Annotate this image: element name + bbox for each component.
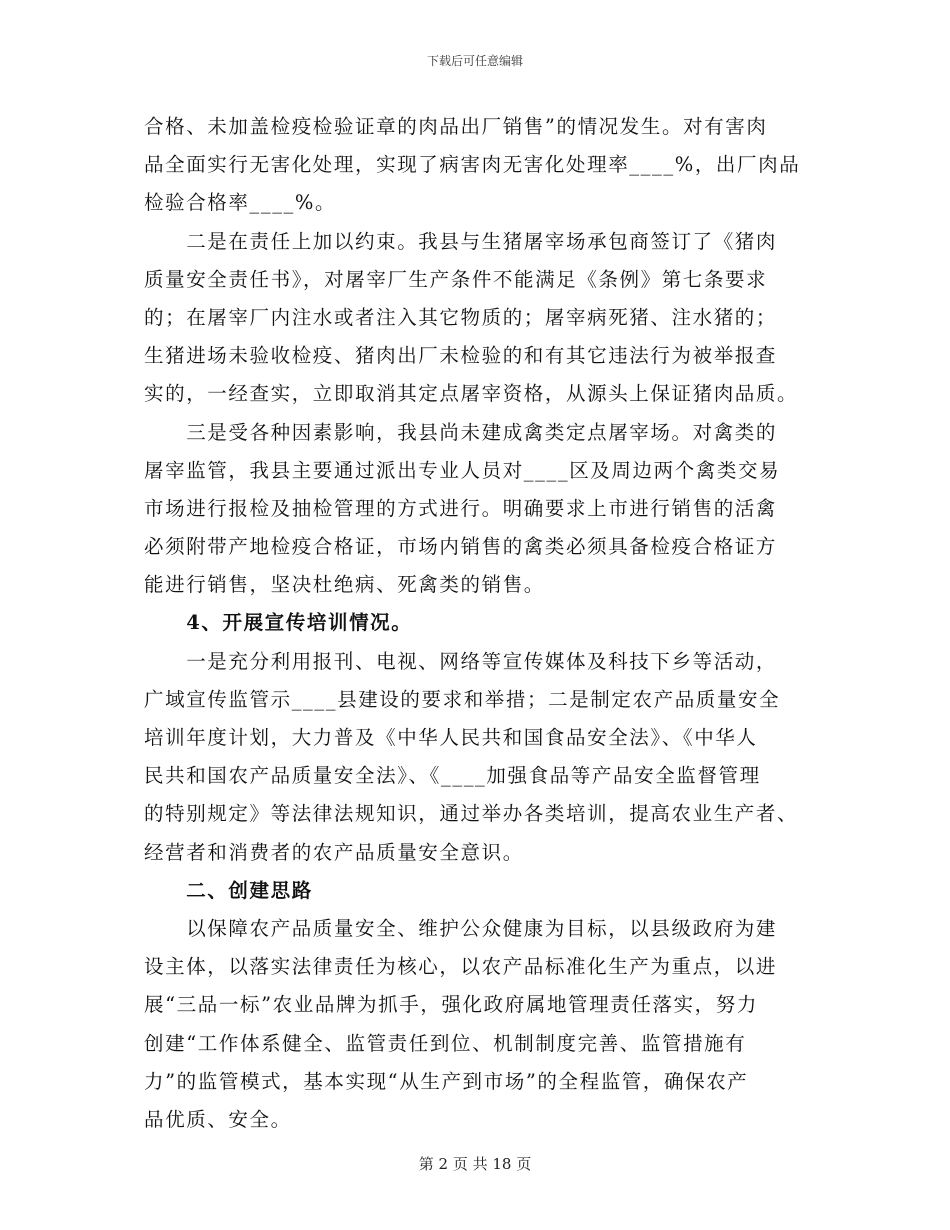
text-line: 合格、未加盖检疫检验证章的肉品出厂销售”的情况发生。对有害肉 (144, 115, 768, 138)
text-line: 一是充分利用报刊、电视、网络等宣传媒体及科技下乡等活动， (144, 649, 778, 673)
text-line: 品优质、安全。 (144, 1107, 292, 1131)
text-line: 二是在责任上加以约束。我县与生猪屠宰场承包商签订了《猪肉 (144, 229, 778, 253)
section-heading: 4、开展宣传培训情况。 (144, 611, 413, 635)
text-line: 广域宣传监管示____县建设的要求和举措；二是制定农产品质量安全 (144, 687, 781, 711)
text-line: 的特别规定》等法律法规知识，通过举办各类培训，提高农业生产者、 (144, 802, 799, 826)
text-line: 能进行销售，坚决杜绝病、死禽类的销售。 (144, 573, 545, 597)
text-line: 力”的监管模式，基本实现“从生产到市场”的全程监管，确保农产 (144, 1069, 749, 1093)
text-line: 展“三品一标”农业品牌为抓手，强化政府属地管理责任落实，努力 (144, 993, 758, 1017)
text-line: 品全面实行无害化处理，实现了病害肉无害化处理率____%，出厂肉品 (144, 153, 801, 177)
text-line: 质量安全责任书》，对屠宰厂生产条件不能满足《条例》第七条要求 (144, 267, 768, 291)
body-text (144, 108, 810, 1139)
text-line: 创建“工作体系健全、监管责任到位、机制制度完善、监管措施有 (144, 1031, 747, 1055)
text-line: 检验合格率____%。 (144, 191, 337, 215)
text-line: 屠宰监管，我县主要通过派出专业人员对____区及周边两个禽类交易 (144, 458, 781, 482)
page-header: 下载后可任意编辑 (426, 54, 523, 68)
text-line: 民共和国农产品质量安全法》、《____加强食品等产品安全监督管理 (144, 764, 761, 788)
page-footer: 第 2 页 共 18 页 (418, 1155, 532, 1173)
text-line: 三是受各种因素影响，我县尚未建成禽类定点屠宰场。对禽类的 (144, 420, 778, 444)
text-line: 实的，一经查实，立即取消其定点屠宰资格，从源头上保证猪肉品质。 (144, 382, 799, 406)
text-line: 的；在屠宰厂内注水或者注入其它物质的；屠宰病死猪、注水猪的； (144, 305, 778, 329)
text-line: 以保障农产品质量安全、维护公众健康为目标，以县级政府为建 (144, 916, 778, 940)
text-line: 设主体，以落实法律责任为核心，以农产品标准化生产为重点，以进 (144, 955, 778, 979)
section-heading: 二、创建思路 (144, 878, 313, 902)
text-line: 生猪进场未验收检疫、猪肉出厂未检验的和有其它违法行为被举报查 (144, 344, 778, 368)
text-line: 经营者和消费者的农产品质量安全意识。 (144, 840, 524, 864)
text-line: 市场进行报检及抽检管理的方式进行。明确要求上市进行销售的活禽 (144, 496, 778, 520)
text-line: 培训年度计划，大力普及《中华人民共和国食品安全法》、《中华人 (144, 726, 758, 749)
text-line: 必须附带产地检疫合格证，市场内销售的禽类必须具备检疫合格证方 (144, 535, 778, 559)
